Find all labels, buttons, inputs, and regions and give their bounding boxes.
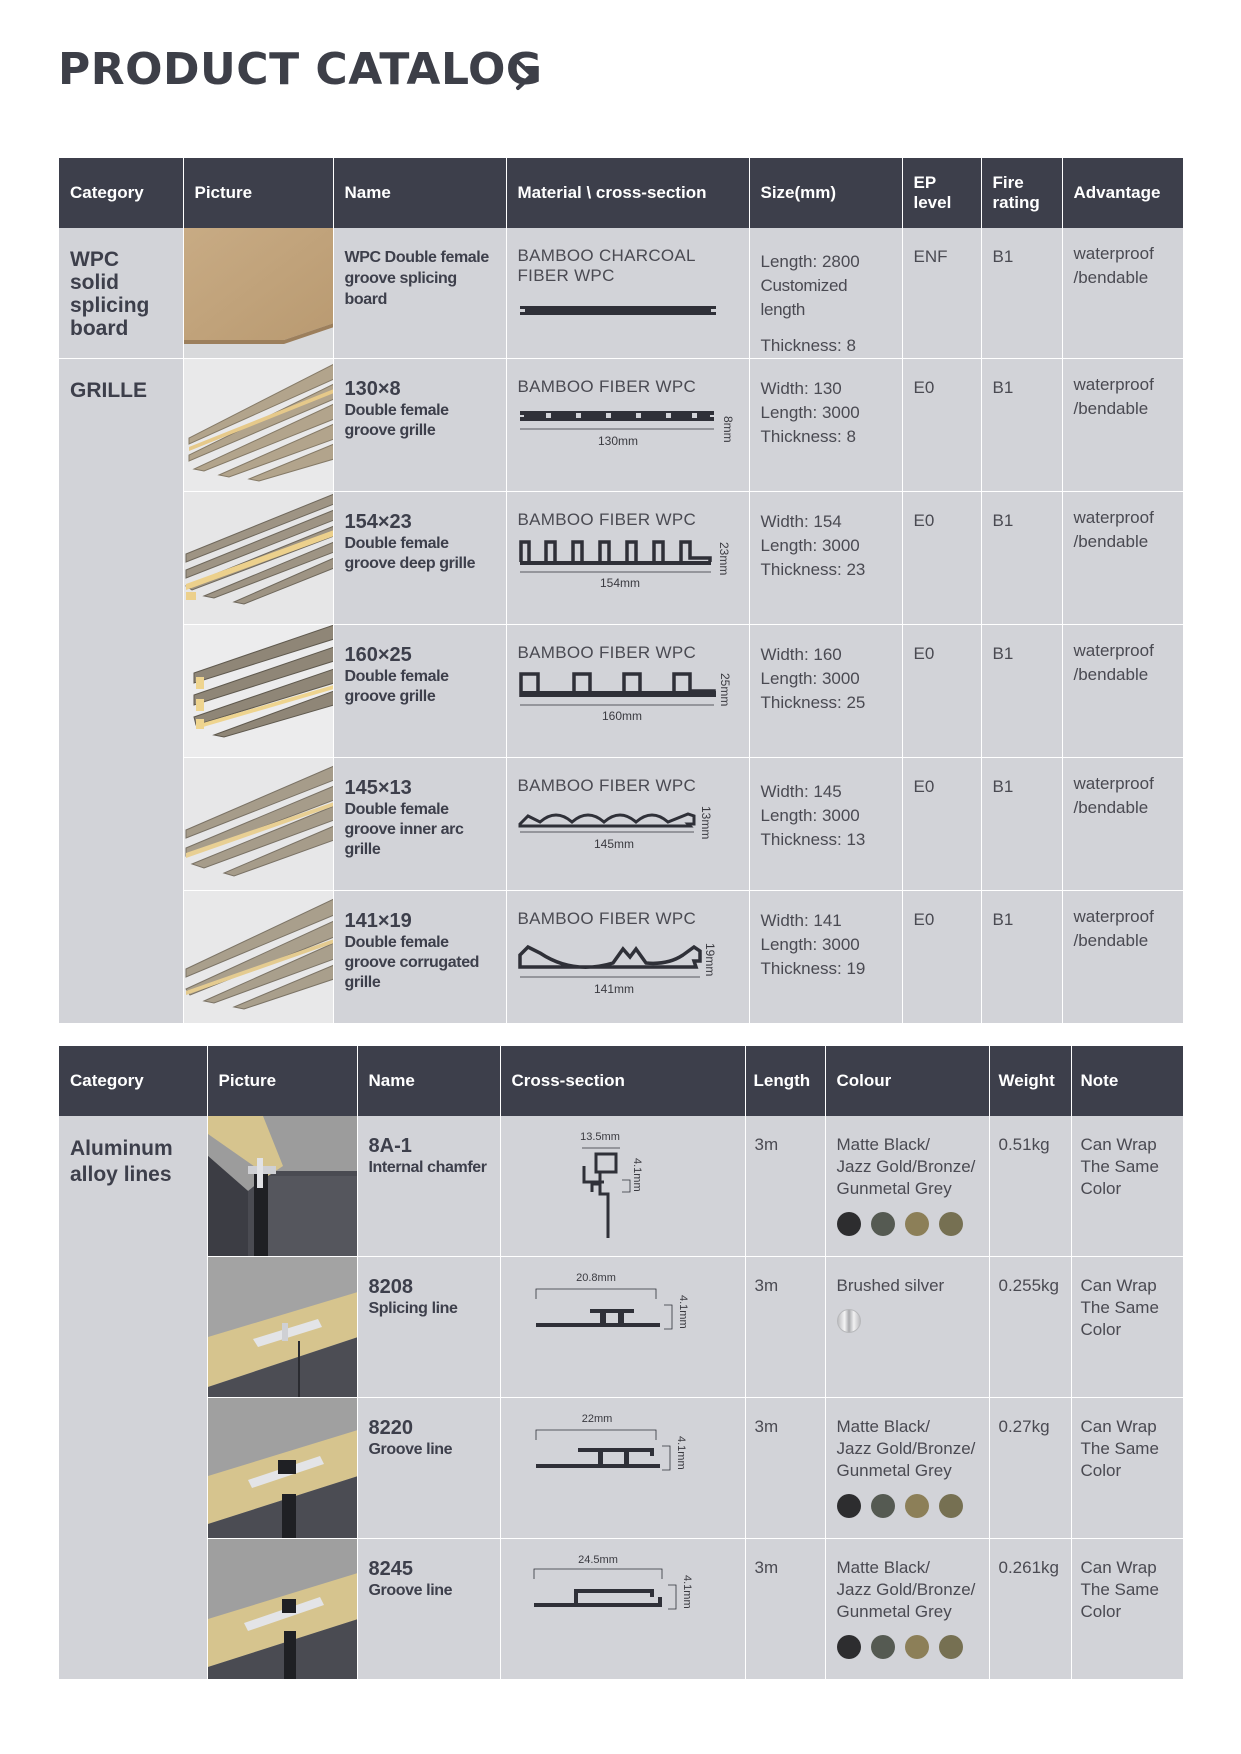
cross-section-drawing — [512, 1263, 732, 1393]
category-line: Aluminum — [70, 1137, 173, 1160]
dimension-width: 13.5mm — [579, 1131, 620, 1143]
dimension-height: 8mm — [720, 416, 735, 443]
category-line: solid — [70, 271, 120, 294]
weight-value: 0.51kg — [998, 1135, 1050, 1154]
advantage-cell — [1062, 359, 1183, 492]
product-desc: groove inner arc — [344, 821, 464, 838]
colour-line: Jazz Gold/Bronze/ — [836, 1580, 976, 1599]
fire-rating-value: B1 — [992, 511, 1014, 530]
colour-line: Matte Black/ — [836, 1558, 931, 1577]
table-row — [59, 359, 1183, 492]
cross-section-cell — [500, 1116, 745, 1257]
product-picture — [183, 492, 333, 625]
length-value: 3m — [754, 1558, 779, 1577]
category-cell — [59, 359, 183, 1024]
length-value: 3m — [754, 1417, 779, 1436]
cross-section-cell — [500, 1398, 745, 1539]
colour-swatch — [837, 1309, 861, 1333]
fire-rating-value: B1 — [992, 247, 1014, 266]
colour-line: Gunmetal Grey — [836, 1179, 952, 1198]
header-fire-line: Fire — [992, 173, 1024, 192]
header-fire-line: rating — [992, 193, 1040, 212]
weight-value: 0.261kg — [998, 1558, 1059, 1577]
dimension-width: 130mm — [597, 434, 638, 448]
size-line: Length: 3000 — [760, 536, 860, 555]
category-line: splicing — [70, 294, 150, 317]
fire-rating-cell — [981, 625, 1062, 758]
material-text: BAMBOO FIBER WPC — [517, 643, 697, 662]
product-code: 130×8 — [344, 378, 401, 400]
product-desc: groove grille — [344, 688, 436, 705]
category-label: GRILLE — [70, 379, 147, 402]
colour-line: Gunmetal Grey — [836, 1461, 952, 1480]
size-line: Thickness: 8 — [760, 336, 856, 355]
colour-swatch — [837, 1212, 861, 1236]
product-picture — [207, 1539, 357, 1680]
product-desc: groove grille — [344, 422, 436, 439]
chevron-right-icon[interactable] — [510, 56, 540, 94]
colour-swatch — [905, 1494, 929, 1518]
cross-section-drawing — [512, 1404, 732, 1534]
note-line: The Same — [1080, 1298, 1159, 1317]
fire-rating-cell — [981, 359, 1062, 492]
colour-swatch — [939, 1212, 963, 1236]
note-line: Can Wrap — [1080, 1558, 1157, 1577]
name-cell — [333, 625, 506, 758]
weight-cell — [989, 1539, 1071, 1680]
table-row — [59, 1398, 1183, 1539]
name-cell — [357, 1398, 500, 1539]
header-name: Name — [357, 1046, 500, 1116]
size-line: Thickness: 23 — [760, 560, 866, 579]
name-cell — [357, 1257, 500, 1398]
dimension-height: 4.1mm — [674, 1436, 687, 1470]
board-image — [184, 228, 334, 358]
size-line: Thickness: 25 — [760, 693, 866, 712]
colour-line: Gunmetal Grey — [836, 1602, 952, 1621]
note-cell — [1071, 1257, 1183, 1398]
splice-install-image — [208, 1257, 358, 1397]
colour-swatch — [905, 1635, 929, 1659]
size-cell — [749, 625, 902, 758]
table-header-row — [59, 1046, 1183, 1116]
grille-image — [184, 359, 334, 491]
wpc-product-table — [59, 158, 1183, 1024]
product-desc: Double female — [344, 535, 449, 552]
fire-rating-cell — [981, 492, 1062, 625]
product-desc: grille — [344, 974, 381, 991]
product-picture — [183, 625, 333, 758]
table-row — [59, 891, 1183, 1024]
advantage-line: /bendable — [1073, 931, 1149, 950]
size-cell — [749, 492, 902, 625]
advantage-line: waterproof — [1073, 508, 1154, 527]
colour-swatch — [871, 1494, 895, 1518]
length-value: 3m — [754, 1135, 779, 1154]
size-line: Width: 145 — [760, 782, 842, 801]
header-ep-line: EP — [913, 173, 937, 192]
colour-line: Matte Black/ — [836, 1135, 931, 1154]
size-cell — [749, 891, 902, 1024]
product-picture — [207, 1257, 357, 1398]
product-desc: groove corrugated — [344, 954, 480, 971]
dimension-width: 24.5mm — [577, 1554, 618, 1566]
advantage-cell — [1062, 625, 1183, 758]
header-category: Category — [59, 1046, 207, 1116]
dimension-width: 141mm — [593, 982, 634, 996]
ep-level-cell — [902, 228, 981, 359]
ep-level-cell — [902, 758, 981, 891]
colour-cell — [825, 1539, 989, 1680]
header-weight: Weight — [989, 1046, 1071, 1116]
material-cell — [506, 492, 749, 625]
advantage-cell — [1062, 891, 1183, 1024]
size-line: Length: 2800 — [760, 252, 860, 271]
note-line: The Same — [1080, 1157, 1159, 1176]
advantage-cell — [1062, 492, 1183, 625]
advantage-line: /bendable — [1073, 399, 1149, 418]
product-code: 8245 — [368, 1558, 413, 1580]
table-row — [59, 1116, 1183, 1257]
size-line: Length: 3000 — [760, 669, 860, 688]
product-picture — [207, 1116, 357, 1257]
note-line: Can Wrap — [1080, 1417, 1157, 1436]
product-name-line: WPC Double female — [344, 249, 489, 266]
header-name: Name — [333, 158, 506, 228]
colour-swatch — [905, 1212, 929, 1236]
colour-swatches — [837, 1212, 978, 1236]
product-desc: Double female — [344, 668, 449, 685]
cross-section-drawing — [518, 403, 738, 451]
product-name-line: groove splicing board — [344, 270, 457, 308]
material-text: BAMBOO FIBER WPC — [517, 909, 697, 928]
product-picture — [183, 359, 333, 492]
dimension-height: 4.1mm — [630, 1158, 643, 1192]
cross-section-drawing — [512, 1122, 732, 1252]
material-cell — [506, 228, 749, 359]
dimension-height: 4.1mm — [676, 1295, 689, 1329]
weight-value: 0.255kg — [998, 1276, 1059, 1295]
category-line: alloy lines — [70, 1163, 172, 1186]
product-desc: grille — [344, 841, 381, 858]
cross-section-cell — [500, 1257, 745, 1398]
note-line: The Same — [1080, 1580, 1159, 1599]
header-note: Note — [1071, 1046, 1183, 1116]
note-cell — [1071, 1539, 1183, 1680]
table-row — [59, 492, 1183, 625]
grille-image — [184, 625, 334, 757]
fire-rating-cell — [981, 228, 1062, 359]
header-picture: Picture — [207, 1046, 357, 1116]
ep-level-value: ENF — [913, 247, 948, 266]
header-colour: Colour — [825, 1046, 989, 1116]
size-line: Length: 3000 — [760, 935, 860, 954]
dimension-width: 20.8mm — [575, 1272, 616, 1284]
grille-image — [184, 758, 334, 890]
material-text: FIBER WPC — [517, 266, 615, 285]
material-cell — [506, 891, 749, 1024]
product-picture — [183, 228, 333, 359]
page-title: PRODUCT CATALOG — [58, 44, 543, 95]
category-line: WPC — [70, 248, 119, 271]
dimension-height: 13mm — [698, 806, 713, 840]
cross-section-drawing — [518, 669, 738, 725]
advantage-line: waterproof — [1073, 774, 1154, 793]
note-cell — [1071, 1116, 1183, 1257]
note-line: Can Wrap — [1080, 1276, 1157, 1295]
colour-swatches — [837, 1494, 978, 1518]
size-line: Length: 3000 — [760, 403, 860, 422]
advantage-line: waterproof — [1073, 907, 1154, 926]
note-line: The Same — [1080, 1439, 1159, 1458]
product-code: 8220 — [368, 1417, 413, 1439]
product-desc: Double female — [344, 801, 449, 818]
size-line: Width: 160 — [760, 645, 842, 664]
weight-cell — [989, 1116, 1071, 1257]
table-row — [59, 758, 1183, 891]
size-line: Width: 130 — [760, 379, 842, 398]
size-line: Length: 3000 — [760, 806, 860, 825]
fire-rating-value: B1 — [992, 777, 1014, 796]
dimension-width: 154mm — [599, 576, 640, 590]
ep-level-cell — [902, 625, 981, 758]
weight-value: 0.27kg — [998, 1417, 1050, 1436]
size-cell — [749, 359, 902, 492]
product-picture — [183, 758, 333, 891]
size-cell — [749, 758, 902, 891]
material-text: BAMBOO CHARCOAL — [517, 246, 696, 265]
size-line: Width: 141 — [760, 911, 842, 930]
cross-section-drawing — [512, 1545, 732, 1675]
product-desc: groove deep grille — [344, 555, 476, 572]
colour-swatch — [837, 1635, 861, 1659]
table-row — [59, 228, 1183, 359]
header-category: Category — [59, 158, 183, 228]
name-cell — [333, 228, 506, 359]
ep-level-value: E0 — [913, 910, 935, 929]
material-cell — [506, 625, 749, 758]
product-code: 8A-1 — [368, 1135, 412, 1157]
colour-line: Jazz Gold/Bronze/ — [836, 1439, 976, 1458]
header-ep-level — [902, 158, 981, 228]
ep-level-cell — [902, 891, 981, 1024]
dimension-height: 19mm — [702, 943, 717, 977]
table-row — [59, 625, 1183, 758]
cross-section-drawing — [518, 802, 738, 854]
dimension-width: 160mm — [601, 709, 642, 723]
aluminum-lines-table — [59, 1046, 1183, 1680]
product-desc: Splicing line — [368, 1300, 458, 1317]
header-material: Material \ cross-section — [506, 158, 749, 228]
size-line: Width: 154 — [760, 512, 842, 531]
product-picture — [183, 891, 333, 1024]
product-desc: Groove line — [368, 1582, 453, 1599]
name-cell — [333, 359, 506, 492]
grille-image — [184, 891, 334, 1023]
header-advantage: Advantage — [1062, 158, 1183, 228]
dimension-height: 4.1mm — [680, 1575, 693, 1609]
note-cell — [1071, 1398, 1183, 1539]
ep-level-value: E0 — [913, 777, 935, 796]
advantage-line: /bendable — [1073, 268, 1149, 287]
note-line: Color — [1080, 1179, 1122, 1198]
product-desc: Groove line — [368, 1441, 453, 1458]
product-code: 154×23 — [344, 511, 412, 533]
header-length: Length — [745, 1046, 825, 1116]
note-line: Color — [1080, 1461, 1122, 1480]
name-cell — [333, 758, 506, 891]
header-size: Size(mm) — [749, 158, 902, 228]
material-text: BAMBOO FIBER WPC — [517, 776, 697, 795]
table-row — [59, 1539, 1183, 1680]
size-line: Thickness: 19 — [760, 959, 866, 978]
ep-level-cell — [902, 359, 981, 492]
header-cross-section: Cross-section — [500, 1046, 745, 1116]
ep-level-value: E0 — [913, 511, 935, 530]
weight-cell — [989, 1398, 1071, 1539]
product-code: 8208 — [368, 1276, 413, 1298]
name-cell — [333, 492, 506, 625]
advantage-cell — [1062, 228, 1183, 359]
dimension-height: 25mm — [717, 673, 732, 707]
material-cell — [506, 758, 749, 891]
size-line: Customized length — [760, 276, 848, 319]
dimension-width: 145mm — [593, 837, 634, 851]
product-picture — [207, 1398, 357, 1539]
product-code: 160×25 — [344, 644, 412, 666]
colour-swatches — [837, 1309, 978, 1333]
name-cell — [357, 1539, 500, 1680]
category-cell — [59, 228, 183, 359]
material-text: BAMBOO FIBER WPC — [517, 510, 697, 529]
colour-swatch — [871, 1212, 895, 1236]
colour-swatches — [837, 1635, 978, 1659]
advantage-line: /bendable — [1073, 798, 1149, 817]
ep-level-cell — [902, 492, 981, 625]
note-line: Can Wrap — [1080, 1135, 1157, 1154]
fire-rating-value: B1 — [992, 910, 1014, 929]
cross-section-drawing — [518, 292, 728, 322]
advantage-line: /bendable — [1073, 532, 1149, 551]
fire-rating-value: B1 — [992, 378, 1014, 397]
colour-cell — [825, 1257, 989, 1398]
fire-rating-cell — [981, 758, 1062, 891]
ep-level-value: E0 — [913, 644, 935, 663]
header-ep-line: level — [913, 193, 952, 212]
length-cell — [745, 1539, 825, 1680]
corner-install-image — [208, 1116, 358, 1256]
colour-swatch — [871, 1635, 895, 1659]
advantage-line: /bendable — [1073, 665, 1149, 684]
grille-image — [184, 492, 334, 624]
note-line: Color — [1080, 1320, 1122, 1339]
name-cell — [333, 891, 506, 1024]
cross-section-drawing — [518, 935, 738, 1001]
advantage-line: waterproof — [1073, 244, 1154, 263]
length-value: 3m — [754, 1276, 779, 1295]
material-text: BAMBOO FIBER WPC — [517, 377, 697, 396]
product-desc: Internal chamfer — [368, 1159, 487, 1176]
colour-swatch — [939, 1494, 963, 1518]
weight-cell — [989, 1257, 1071, 1398]
product-desc: Double female — [344, 402, 449, 419]
size-line: Thickness: 8 — [760, 427, 856, 446]
advantage-cell — [1062, 758, 1183, 891]
colour-swatch — [837, 1494, 861, 1518]
material-cell — [506, 359, 749, 492]
note-line: Color — [1080, 1602, 1122, 1621]
cross-section-cell — [500, 1539, 745, 1680]
length-cell — [745, 1116, 825, 1257]
fire-rating-value: B1 — [992, 644, 1014, 663]
advantage-line: waterproof — [1073, 375, 1154, 394]
advantage-line: waterproof — [1073, 641, 1154, 660]
cross-section-drawing — [518, 536, 738, 592]
colour-cell — [825, 1116, 989, 1257]
length-cell — [745, 1398, 825, 1539]
header-fire-rating — [981, 158, 1062, 228]
size-cell — [749, 228, 902, 359]
table-header-row — [59, 158, 1183, 228]
colour-swatch — [939, 1635, 963, 1659]
colour-line: Jazz Gold/Bronze/ — [836, 1157, 976, 1176]
colour-line: Brushed silver — [836, 1276, 945, 1295]
category-line: board — [70, 317, 129, 340]
colour-cell — [825, 1398, 989, 1539]
size-line: Thickness: 13 — [760, 830, 866, 849]
groove-install-image — [208, 1539, 358, 1679]
length-cell — [745, 1257, 825, 1398]
category-label — [70, 228, 172, 340]
product-desc: Double female — [344, 934, 449, 951]
product-code: 141×19 — [344, 910, 412, 932]
ep-level-value: E0 — [913, 378, 935, 397]
groove-install-image — [208, 1398, 358, 1538]
colour-line: Matte Black/ — [836, 1417, 931, 1436]
product-code: 145×13 — [344, 777, 412, 799]
table-row — [59, 1257, 1183, 1398]
dimension-height: 23mm — [716, 542, 731, 576]
fire-rating-cell — [981, 891, 1062, 1024]
category-cell — [59, 1116, 207, 1680]
name-cell — [357, 1116, 500, 1257]
header-picture: Picture — [183, 158, 333, 228]
dimension-width: 22mm — [581, 1413, 612, 1425]
